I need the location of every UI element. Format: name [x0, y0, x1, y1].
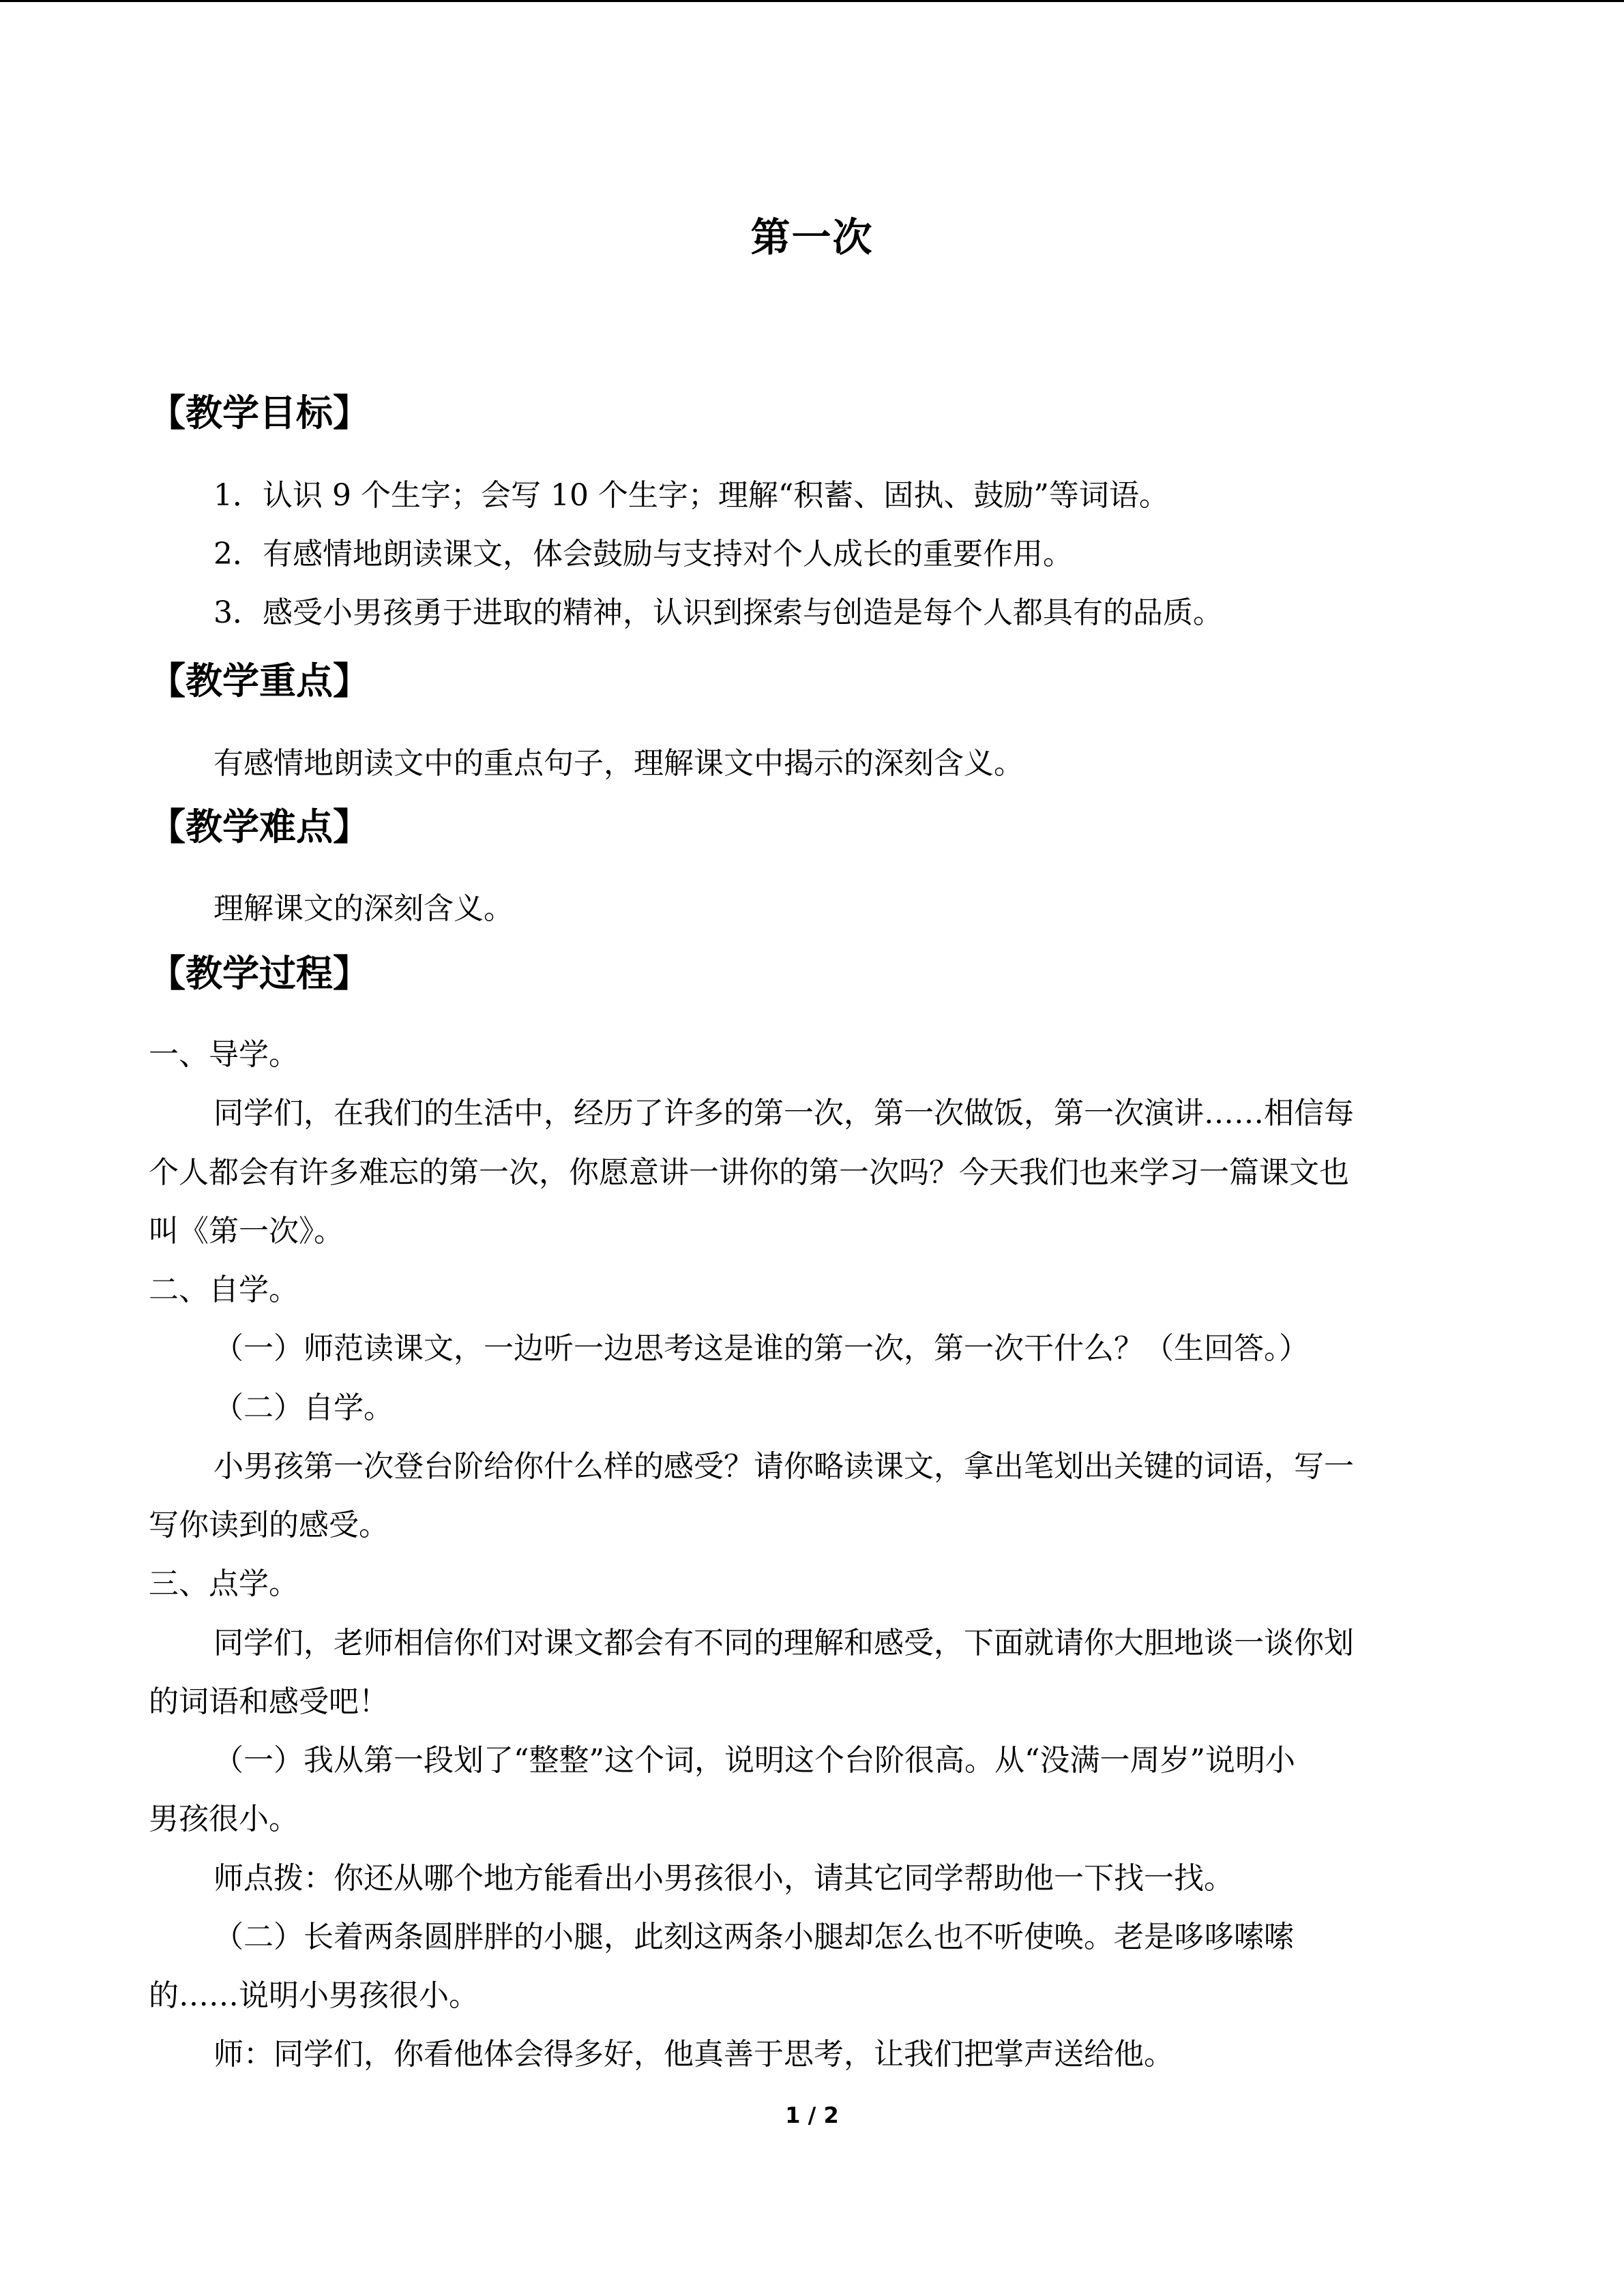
difficulties-text: 理解课文的深刻含义。 [213, 891, 514, 926]
step3-sub1-line-2: 男孩很小。 [149, 1802, 299, 1836]
step2-sub1: （一）师范读课文，一边听一边思考这是谁的第一次，第一次干什么？（生回答。） [213, 1331, 1309, 1366]
step2-title: 二、自学。 [149, 1272, 299, 1307]
step3-title: 三、点学。 [149, 1566, 299, 1601]
heading-process: 【教学过程】 [149, 951, 370, 995]
step1-para-line-3: 叫《第一次》。 [149, 1214, 344, 1249]
heading-key-points: 【教学重点】 [149, 659, 370, 702]
objective-item-3: 3．感受小男孩勇于进取的精神，认识到探索与创造是每个人都具有的品质。 [213, 595, 1223, 630]
step3-sub2-line-2: 的……说明小男孩很小。 [149, 1978, 479, 2013]
step1-title: 一、导学。 [149, 1037, 299, 1072]
step3-para-line-2: 的词语和感受吧！ [149, 1684, 389, 1719]
step2-sub2: （二）自学。 [213, 1390, 394, 1425]
step1-para-line-1: 同学们，在我们的生活中，经历了许多的第一次，第一次做饭，第一次演讲……相信每 [213, 1096, 1354, 1131]
heading-difficulties: 【教学难点】 [149, 805, 370, 848]
step3-sub1-line-1: （一）我从第一段划了“整整”这个词，说明这个台阶很高。从“没满一周岁”说明小 [213, 1743, 1295, 1778]
step3-teacher-guidance-2: 师：同学们，你看他体会得多好，他真善于思考，让我们把掌声送给他。 [213, 2037, 1174, 2072]
document-title: 第一次 [750, 214, 874, 260]
step3-teacher-guidance-1: 师点拨：你还从哪个地方能看出小男孩很小，请其它同学帮助他一下找一找。 [213, 1861, 1234, 1896]
step2-para-line-2: 写你读到的感受。 [149, 1508, 389, 1542]
objective-item-1: 1．认识 9 个生字；会写 10 个生字；理解“积蓄、固执、鼓励”等词语。 [213, 478, 1169, 513]
page-number: 1 / 2 [785, 2102, 839, 2128]
step3-sub2-line-1: （二）长着两条圆胖胖的小腿，此刻这两条小腿却怎么也不听使唤。老是哆哆嗦嗦 [213, 1920, 1294, 1954]
step3-para-line-1: 同学们，老师相信你们对课文都会有不同的理解和感受，下面就请你大胆地谈一谈你划 [213, 1626, 1354, 1660]
heading-objectives: 【教学目标】 [149, 391, 370, 434]
step2-para-line-1: 小男孩第一次登台阶给你什么样的感受？请你略读课文，拿出笔划出关键的词语，写一 [213, 1449, 1354, 1484]
objective-item-2: 2．有感情地朗读课文，体会鼓励与支持对个人成长的重要作用。 [213, 537, 1073, 571]
top-border-line [0, 0, 1624, 2]
key-points-text: 有感情地朗读文中的重点句子，理解课文中揭示的深刻含义。 [213, 746, 1024, 781]
step1-para-line-2: 个人都会有许多难忘的第一次，你愿意讲一讲你的第一次吗？今天我们也来学习一篇课文也 [149, 1155, 1349, 1190]
